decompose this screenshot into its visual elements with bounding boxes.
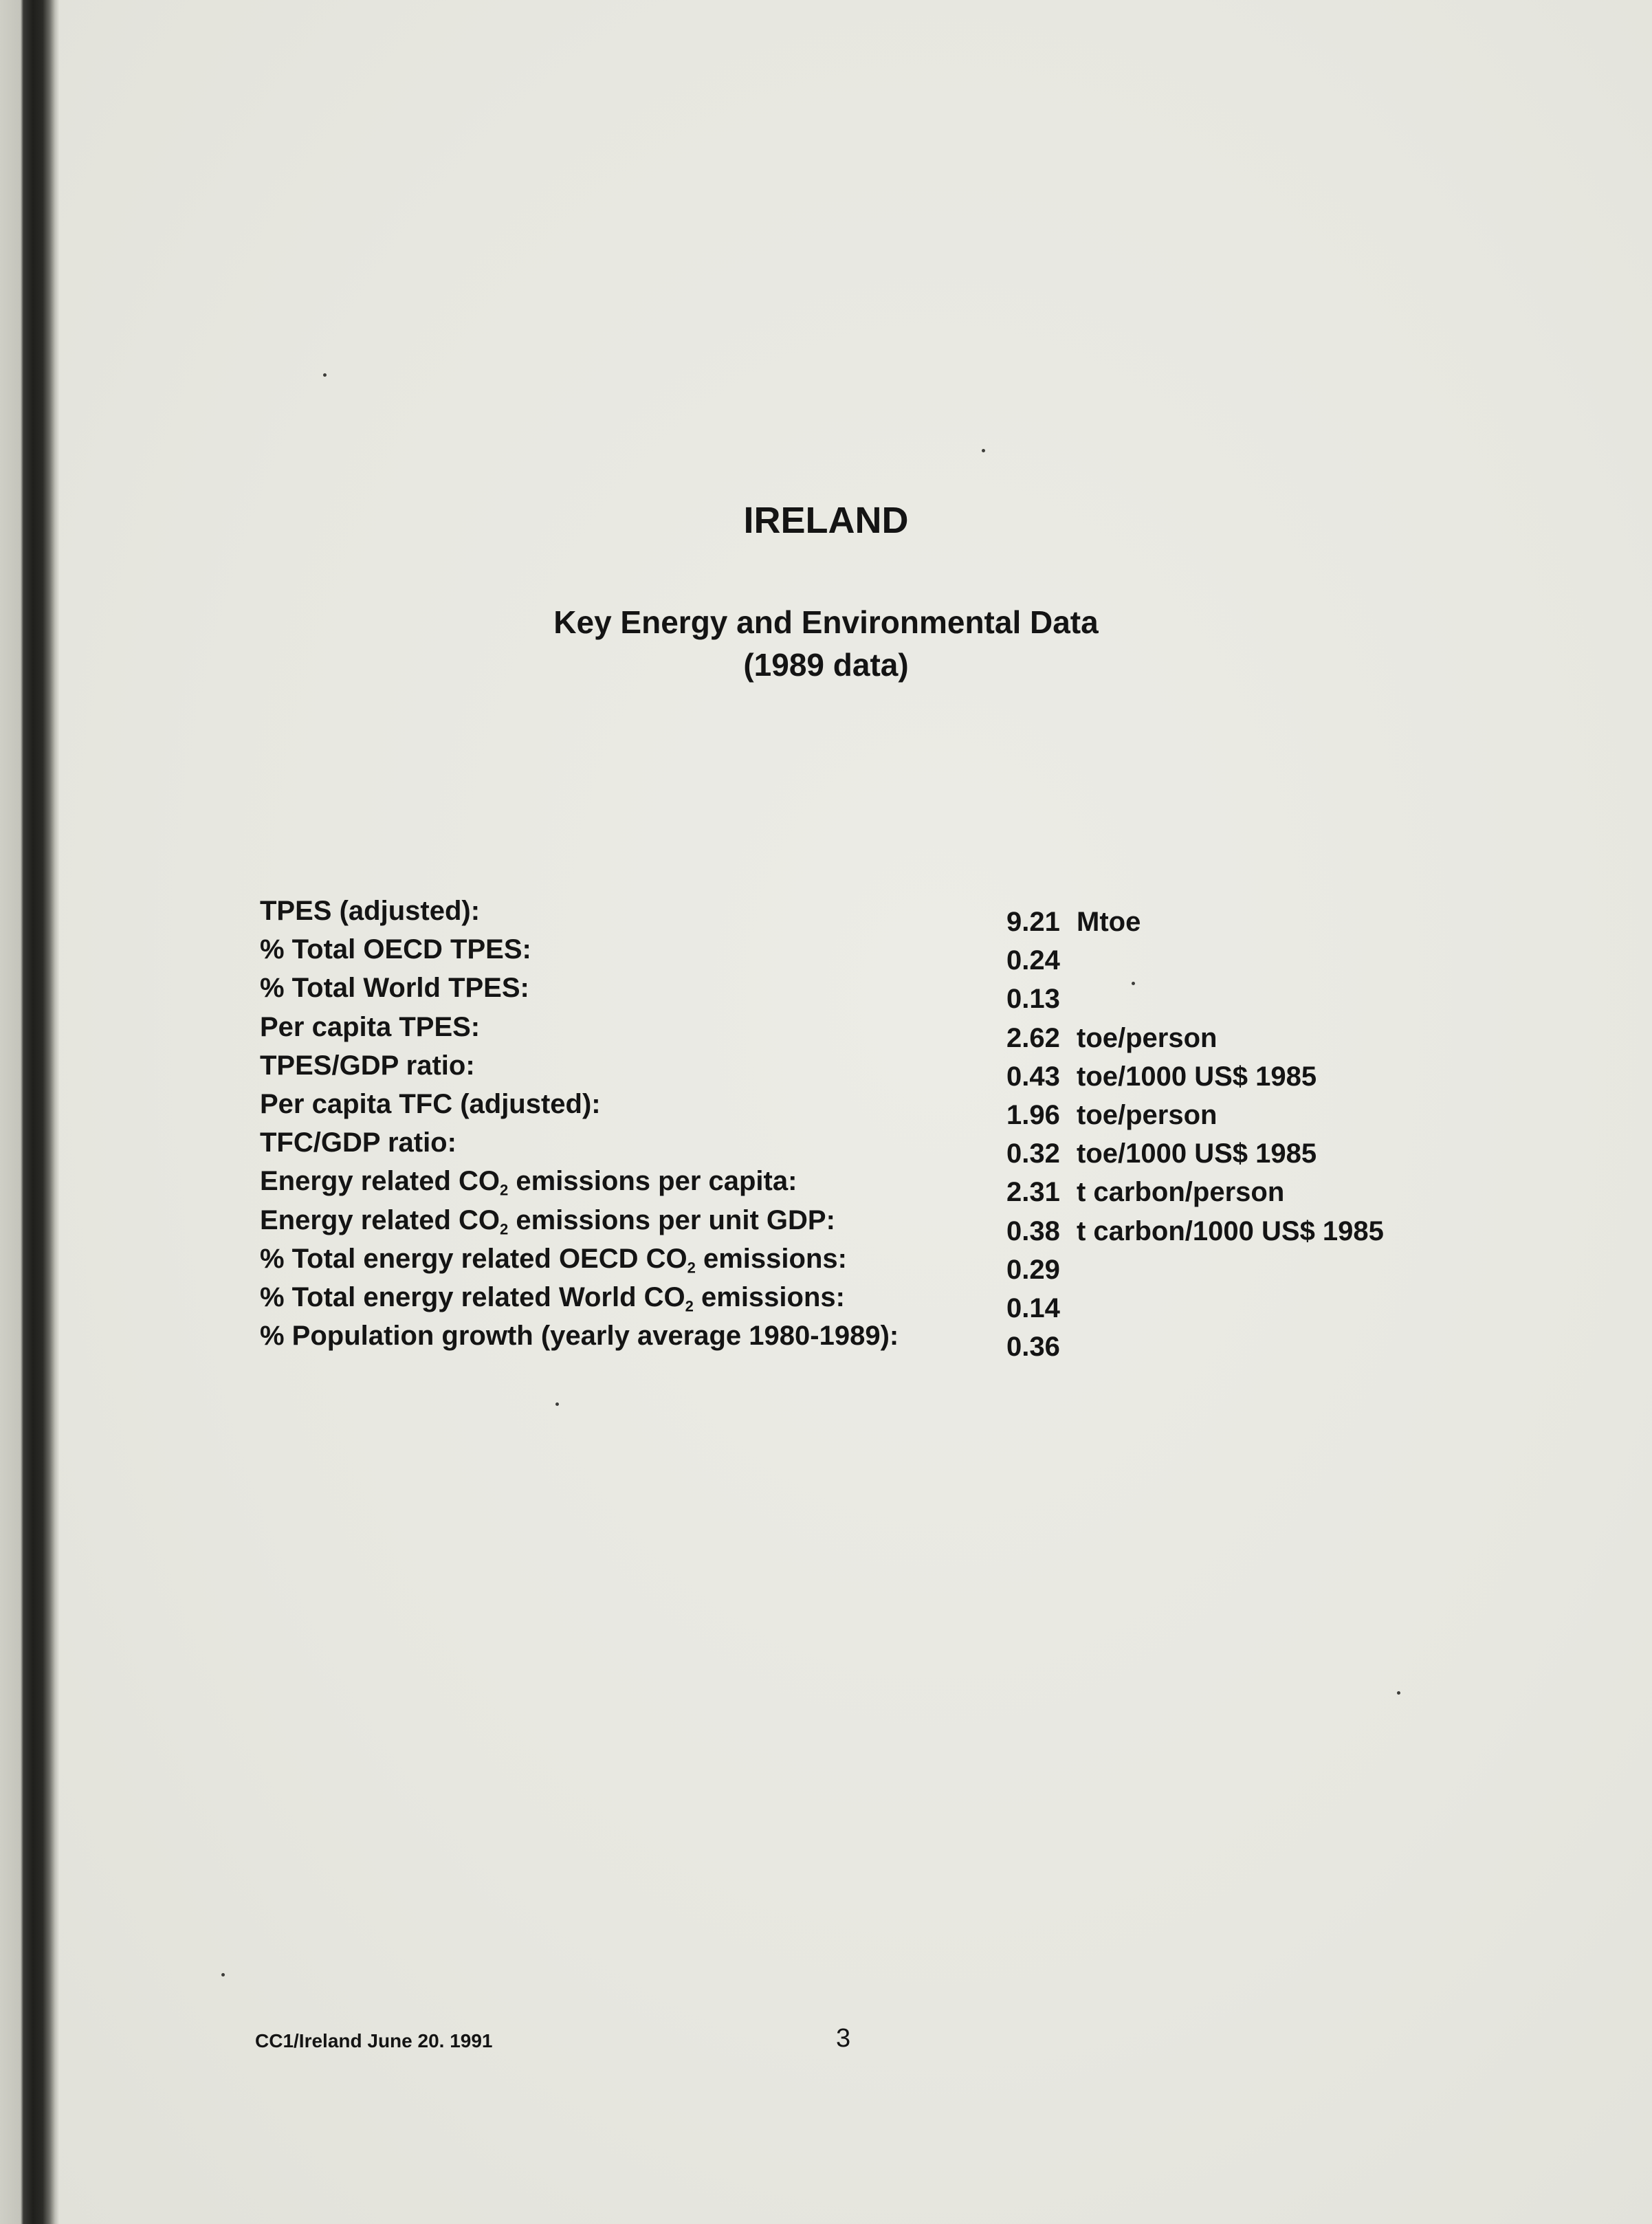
data-row — [260, 973, 1497, 1015]
row-value: 0.14 — [1006, 1292, 1060, 1323]
data-row — [260, 1282, 1497, 1321]
row-value: 0.24 — [1006, 945, 1060, 976]
row-value: 0.29 — [1006, 1254, 1060, 1285]
data-row — [260, 1011, 1497, 1053]
page-title: IRELAND — [743, 500, 909, 541]
data-row — [260, 1050, 1497, 1092]
scan-speck — [221, 1973, 225, 1977]
row-unit: t carbon/1000 US$ 1985 — [1077, 1215, 1384, 1246]
row-label: % Population growth (yearly average 1980-1989): — [260, 1321, 899, 1352]
row-label: TPES (adjusted): — [260, 896, 481, 926]
row-label: TPES/GDP ratio: — [260, 1050, 475, 1081]
row-value: 0.43 — [1006, 1061, 1060, 1092]
scan-speck — [555, 1402, 559, 1406]
data-row — [260, 934, 1497, 976]
scan-speck — [323, 373, 327, 377]
scan-speck — [982, 449, 985, 452]
row-label: TFC/GDP ratio: — [260, 1127, 456, 1158]
row-label: % Total energy related World $CO_2$ emissions: — [260, 1281, 845, 1315]
row-label: % Total World TPES: — [260, 973, 529, 1004]
row-value: 0.36 — [1006, 1332, 1060, 1363]
binding-edge — [0, 0, 59, 2224]
row-value: 0.13 — [1006, 984, 1060, 1015]
row-unit: Mtoe — [1077, 907, 1141, 937]
data-row — [260, 896, 1497, 937]
row-value: 0.38 — [1006, 1215, 1060, 1246]
key-data-list — [260, 896, 1497, 1363]
data-row — [260, 1088, 1497, 1130]
row-unit: toe/1000 US$ 1985 — [1077, 1061, 1317, 1092]
row-value: 0.32 — [1006, 1138, 1060, 1169]
row-label: % Total energy related OECD $CO_2$ emissions: — [260, 1243, 847, 1277]
row-label: % Total OECD TPES: — [260, 934, 531, 965]
row-label: Per capita TPES: — [260, 1011, 481, 1042]
row-unit: toe/1000 US$ 1985 — [1077, 1138, 1317, 1169]
page-subtitle-year: (1989 data) — [743, 647, 909, 683]
row-unit: toe/person — [1077, 1022, 1218, 1053]
row-label: Energy related $CO_2$ emissions per capita: — [260, 1166, 797, 1199]
footer-reference: CC1/Ireland June 20. 1991 — [255, 2030, 493, 2051]
row-value: 9.21 — [1006, 907, 1060, 937]
row-label: Energy related $CO_2$ emissions per unit GDP: — [260, 1204, 835, 1238]
row-unit: toe/person — [1077, 1099, 1218, 1130]
page-subtitle: Key Energy and Environmental Data — [553, 604, 1099, 640]
row-label: Per capita TFC (adjusted): — [260, 1088, 601, 1119]
data-row — [260, 1166, 1497, 1208]
data-row — [260, 1127, 1497, 1169]
data-row — [260, 1205, 1497, 1244]
row-value: 1.96 — [1006, 1099, 1060, 1130]
row-value: 2.62 — [1006, 1022, 1060, 1053]
data-row — [260, 1243, 1497, 1285]
data-row — [260, 1321, 1497, 1363]
scan-speck — [1397, 1691, 1400, 1695]
page-number: 3 — [836, 2024, 851, 2053]
row-value: 2.31 — [1006, 1177, 1060, 1208]
row-unit: t carbon/person — [1077, 1177, 1285, 1208]
